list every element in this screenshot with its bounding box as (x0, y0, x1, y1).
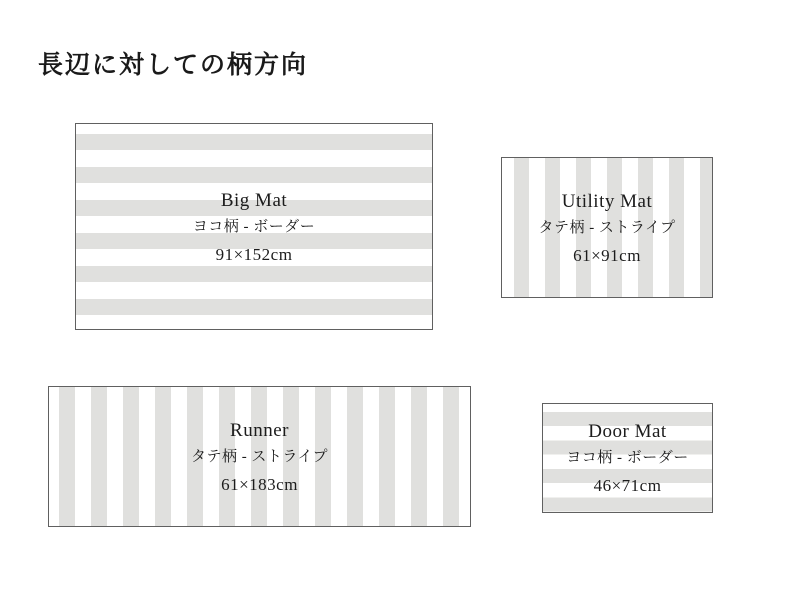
mat-pattern-direction: ヨコ柄 - ボーダー (566, 450, 689, 466)
mat-runner-label (191, 421, 328, 493)
mat-name: Runner (230, 419, 289, 441)
mat-runner (48, 386, 471, 527)
mat-utility-mat (501, 157, 713, 298)
mat-size: 61×183cm (221, 474, 298, 494)
mat-name: Utility Mat (561, 190, 653, 212)
mat-pattern-direction: タテ柄 - ストライプ (190, 448, 329, 465)
mat-size: 46×71cm (593, 476, 662, 495)
mat-name: Door Mat (588, 421, 667, 442)
page-title: 長辺に対しての柄方向 (38, 52, 309, 79)
mat-size: 91×152cm (215, 244, 293, 264)
mat-utility-mat-label (538, 192, 675, 264)
mat-pattern-direction: タテ柄 - ストライプ (538, 219, 676, 236)
mat-door-mat-label (566, 422, 689, 494)
mat-name: Big Mat (220, 189, 288, 211)
mat-big-mat-label (193, 191, 316, 263)
mat-big-mat (75, 123, 433, 330)
mat-pattern-direction: ヨコ柄 - ボーダー (192, 218, 316, 235)
mat-size: 61×91cm (573, 245, 641, 265)
mat-door-mat (542, 403, 713, 513)
